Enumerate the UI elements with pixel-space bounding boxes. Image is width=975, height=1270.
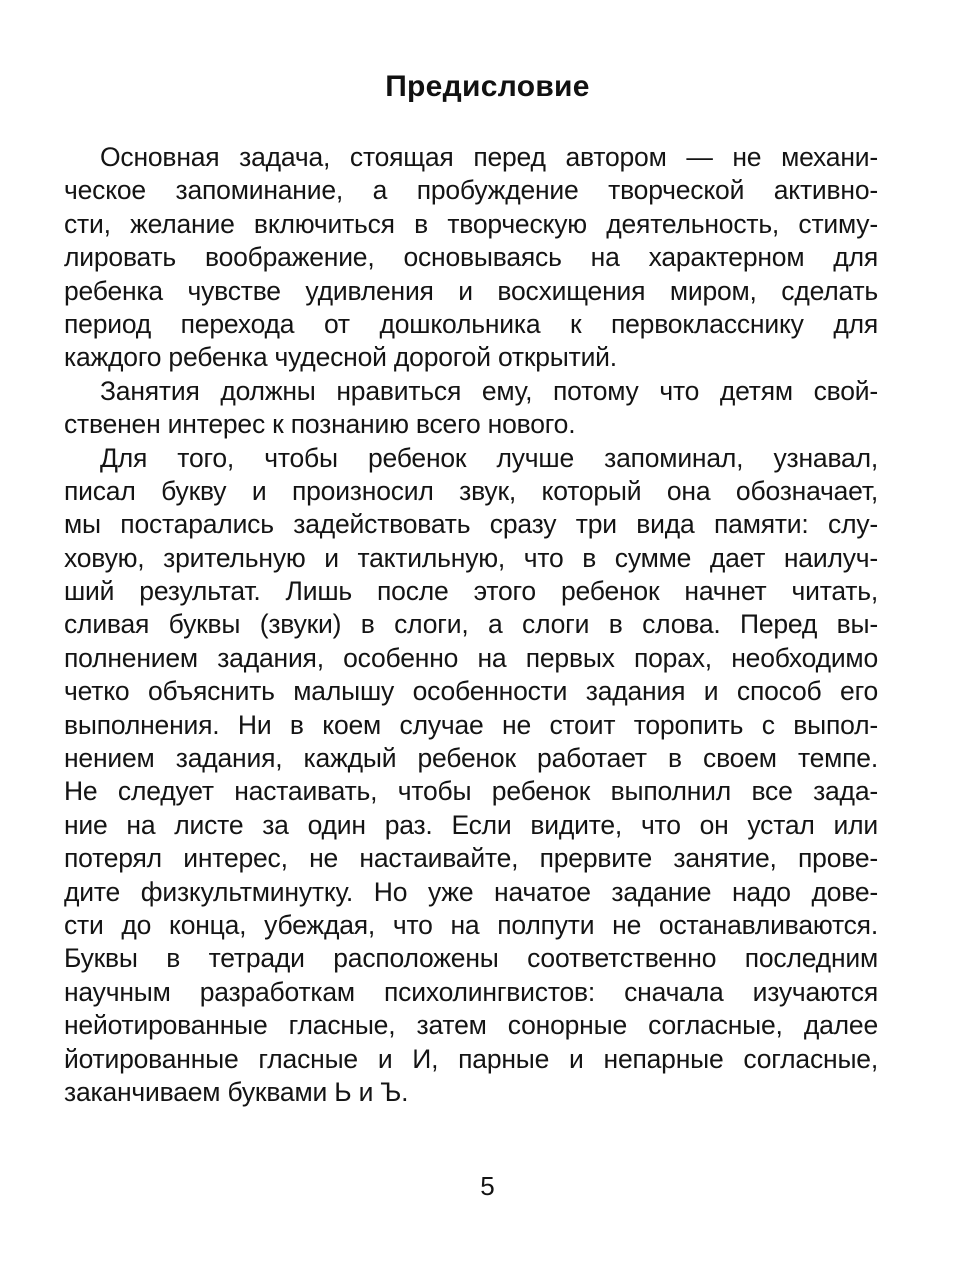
- text-line: потерял интерес, не настаивайте, прервите занятие, прове-: [64, 843, 878, 874]
- text-line: нением задания, каждый ребенок работает в своем темпе.: [64, 743, 878, 774]
- text-line: мы постарались задействовать сразу три вида памяти: слу-: [64, 509, 878, 540]
- text-line: сти, желание включиться в творческую деятельность, стиму-: [64, 208, 878, 239]
- text-line: дите физкультминутку. Но уже начатое задание надо дове-: [64, 876, 878, 907]
- page-title: Предисловие: [385, 70, 590, 103]
- paragraph: [64, 375, 878, 442]
- page-number: 5: [480, 1171, 495, 1201]
- text-line: Занятия должны нравиться ему, потому что детям свой-: [100, 375, 878, 406]
- text-line: сти до конца, убеждая, что на полпути не останавливаются.: [64, 909, 878, 940]
- preface-text: [64, 141, 878, 1109]
- text-line: Не следует настаивать, чтобы ребенок выполнил все зада-: [64, 776, 878, 807]
- text-line: Буквы в тетради расположены соответственно последним: [64, 943, 878, 974]
- paragraph: [64, 442, 878, 1110]
- text-line: ственен интерес к познанию всего нового.: [64, 409, 576, 440]
- text-line: полнением задания, особенно на первых порах, необходимо: [64, 642, 878, 673]
- text-line: заканчиваем буквами Ь и Ъ.: [64, 1076, 409, 1107]
- paragraph: [64, 141, 878, 375]
- text-line: период перехода от дошкольника к первокласснику для: [64, 308, 878, 339]
- text-line: Основная задача, стоящая перед автором — не механи-: [100, 142, 878, 172]
- text-line: йотированные гласные и И, парные и непарные согласные,: [64, 1043, 878, 1074]
- text-line: ние на листе за один раз. Если видите, что он устал или: [64, 809, 878, 840]
- text-line: ховую, зрительную и тактильную, что в сумме дает наилуч-: [64, 542, 878, 573]
- text-line: ческое запоминание, а пробуждение творческой активно-: [64, 175, 878, 206]
- text-line: сливая буквы (звуки) в слоги, а слоги в слова. Перед вы-: [64, 609, 878, 640]
- text-line: Для того, чтобы ребенок лучше запоминал, узнавал,: [100, 442, 878, 473]
- text-line: четко объяснить малышу особенности задания и способ его: [64, 676, 878, 707]
- text-line: ший результат. Лишь после этого ребенок начнет читать,: [64, 576, 878, 607]
- text-line: ребенка чувстве удивления и восхищения миром, сделать: [64, 275, 878, 306]
- text-line: нейотированные гласные, затем сонорные согласные, далее: [64, 1010, 878, 1041]
- text-line: писал букву и произносил звук, который она обозначает,: [64, 475, 878, 506]
- text-line: каждого ребенка чудесной дорогой открытий.: [64, 342, 617, 373]
- text-line: лировать воображение, основываясь на характерном для: [64, 242, 878, 273]
- text-line: выполнения. Ни в коем случае не стоит торопить с выпол-: [64, 709, 878, 740]
- text-line: научным разработкам психолингвистов: сначала изучаются: [64, 976, 878, 1007]
